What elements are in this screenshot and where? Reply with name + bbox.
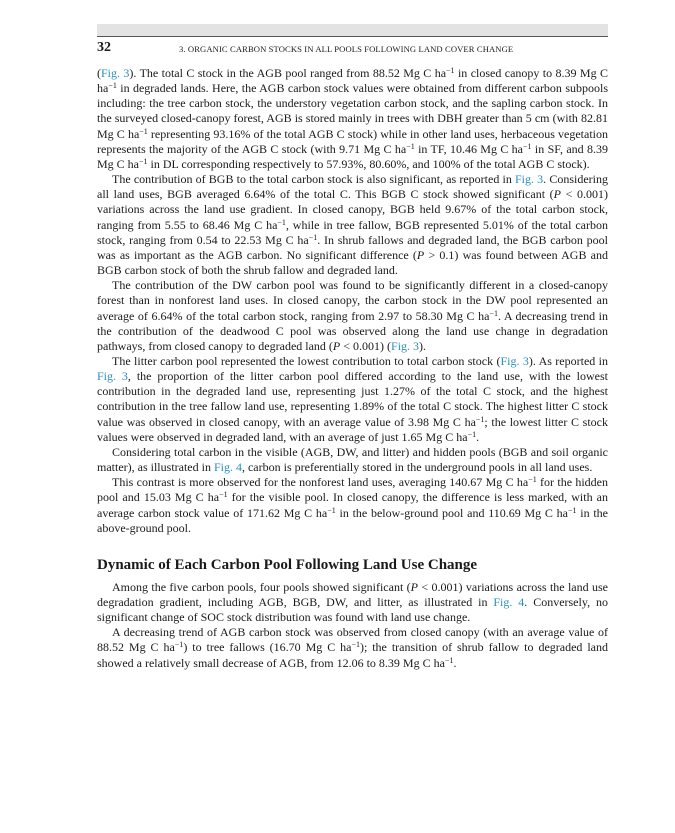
figure-link[interactable]: Fig. 3 xyxy=(500,353,529,368)
page-number: 32 xyxy=(97,40,111,55)
figure-link[interactable]: Fig. 4 xyxy=(493,595,525,609)
running-head: 3. ORGANIC CARBON STOCKS IN ALL POOLS FOLLOWING LAND COVER CHANGE xyxy=(179,44,514,54)
paragraph-decreasing-trend: A decreasing trend of AGB carbon stock was observed from closed canopy (with an average value of 88.52 Mg C $ha^{-1}$) to tree fallows (16.70 Mg C $ha^{-1}$); the transition of shrub fallow to degraded land showed a relatively small decrease of AGB, from 12.06 to 8.39 Mg C $ha^{-1}$. xyxy=(97,625,609,670)
section-heading: Dynamic of Each Carbon Pool Following Land Use Change xyxy=(97,556,478,573)
header-bar xyxy=(97,24,608,36)
figure-link[interactable]: Fig. 3 xyxy=(101,66,130,80)
paragraph-litter: The litter carbon pool represented the lowest contribution to total carbon stock (Fig. 3). As reported in Fig. 3, the proportion of the litter carbon pool differed according to the land use, with the lowest contribution in the degraded land use, representing just 1.27% of the total C stock, and the highest contribution in the tree fallow land use, representing 1.89% of the total C stock. The highest litter C stock value was observed in closed canopy, with an average value of 3.98 Mg C $ha^{-1}$; the lowest litter C stock values were observed in degraded land, with an average of just 1.65 Mg C $ha^{-1}$. xyxy=(97,353,608,444)
page-body xyxy=(97,66,608,671)
paragraph-agb-stock: (Fig. 3). The total C stock in the AGB pool ranged from 88.52 Mg C $ha^{-1}$ in closed canopy to 8.39 Mg C $ha^{-1}$ in degraded lands. Here, the AGB carbon stock values were obtained from different carbon subpools including: the tree carbon stock, the understory vegetation carbon stock, and the sapling carbon stock. In the surveyed closed-canopy forest, AGB is stored mainly in trees with DBH greater than 5 cm (with 82.81 Mg C $ha^{-1}$ representing 93.16% of the total AGB C stock) while in other land uses, herbaceous vegetation represents the majority of the AGB C stock (with 9.71 Mg C $ha^{-1}$ in TF, 10.46 Mg C $ha^{-1}$ in SF, and 8.39 Mg C $ha^{-1}$ in DL corresponding respectively to 57.93%, 80.60%, and 100% of the total AGB C stock). xyxy=(97,66,608,171)
paragraph-contrast: This contrast is more observed for the nonforest land uses, averaging 140.67 Mg C $ha^{-1}$ for the hidden pool and 15.03 Mg C $ha^{-1}$ for the visible pool. In closed canopy, the difference is less marked, with an average carbon stock value of 171.62 Mg C $ha^{-1}$ in the below-ground pool and 110.69 Mg C $ha^{-1}$ in the above-ground pool. xyxy=(97,475,609,535)
paragraph-deadwood: The contribution of the DW carbon pool was found to be significantly different in a closed-canopy forest than in nonforest land uses. In closed canopy, the carbon stock in the DW pool represented an average of 6.64% of the total carbon stock, ranging from 2.97 to 58.30 Mg C $ha^{-1}$. A decreasing trend in the contribution of the deadwood C pool was observed along the land use change in degradation pathways, from closed canopy to degraded land (P < 0.001) (Fig. 3). xyxy=(97,278,608,353)
paragraph-bgb: The contribution of BGB to the total carbon stock is also significant, as reported in Fig. 3. Considering all land uses, BGB averaged 6.64% of the total C. This BGB C stock showed significant (P < 0.001) variations across the land use gradient. In closed canopy, BGB held 9.67% of the total carbon stock, ranging from 5.55 to 68.46 Mg C $ha^{-1}$, while in tree fallow, BGB represented 5.01% of the total carbon stock, ranging from 0.54 to 22.53 Mg C $ha^{-1}$. In shrub fallows and degraded land, the BGB carbon pool was as important as the AGB carbon. No significant difference (P > 0.1) was found between AGB and BGB carbon stock of both the shrub fallow and degraded land. xyxy=(97,172,609,278)
header-rule xyxy=(97,36,608,37)
figure-link[interactable]: Fig. 4 xyxy=(213,460,242,475)
paragraph-five-pools: Among the five carbon pools, four pools showed significant (P < 0.001) variations across the land use degradation gradient, including AGB, BGB, DW, and litter, as illustrated in Fig. 4. Conversely, no significant change of SOC stock distribution was found with land use change. xyxy=(97,579,609,625)
paragraph-visible-hidden: Considering total carbon in the visible (AGB, DW, and litter) and hidden pools (BGB and soil organic matter), as illustrated in Fig. 4, carbon is preferentially stored in the underground pools in all land uses. xyxy=(97,444,608,475)
figure-link[interactable]: Fig. 3 xyxy=(391,338,420,353)
figure-link[interactable]: Fig. 3 xyxy=(97,369,128,384)
figure-link[interactable]: Fig. 3 xyxy=(514,172,544,187)
